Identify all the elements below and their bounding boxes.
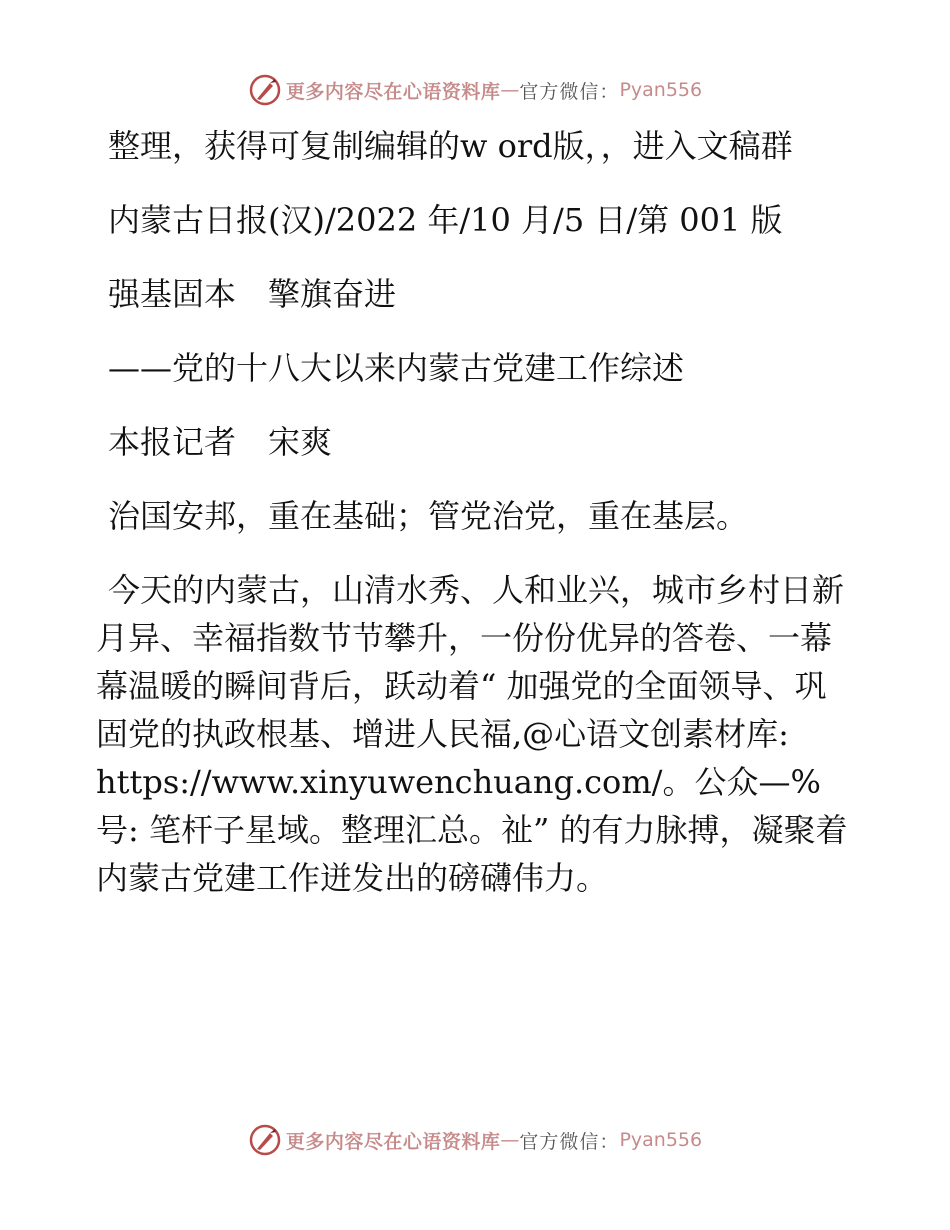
- subheadline: ——党的十八大以来内蒙古党建工作综述: [108, 349, 685, 387]
- watermark-lead: 更多内容尽在心语资料库: [285, 1130, 501, 1153]
- watermark-wechat-label: 官方微信：: [519, 80, 620, 103]
- byline: 本报记者 宋爽: [108, 423, 333, 461]
- body-paragraph: 今天的内蒙古，山清水秀、人和业兴，城市乡村日新月异、幸福指数节节攀升，一份份优异的答卷、一幕幕温暖的瞬间背后，跃动着“ 加强党的全面领导、巩固党的执政根基、增进人民福,@心语文创素材库: https://www.xinyuwenchuang.com/。公众—%号: 笔杆子星域。整理汇总。祉” 的有力脉搏，凝聚着内蒙古党建工作迸发出的磅礴伟力。: [96, 571, 848, 897]
- source-line: 内蒙古日报(汉)/2022 年/10 月/5 日/第 001 版: [108, 201, 783, 239]
- watermark-dash: —: [500, 1129, 520, 1151]
- headline: 强基固本 擎旗奋进: [108, 275, 397, 313]
- watermark-account: Pyan556: [619, 79, 703, 101]
- document-body: [96, 122, 856, 902]
- watermark-footer: [0, 1120, 950, 1160]
- watermark-dash: —: [500, 79, 520, 101]
- intro-line: 整理，获得可复制编辑的w ord版，，进入文稿群: [108, 127, 793, 165]
- lead-sentence: 治国安邦，重在基础；管党治党，重在基层。: [108, 497, 749, 535]
- watermark-wechat-label: 官方微信：: [519, 1130, 620, 1153]
- quill-logo-icon: [248, 1123, 282, 1157]
- watermark-lead: 更多内容尽在心语资料库: [285, 80, 501, 103]
- watermark-account: Pyan556: [619, 1129, 703, 1151]
- quill-logo-icon: [248, 73, 282, 107]
- watermark-header: [0, 70, 950, 110]
